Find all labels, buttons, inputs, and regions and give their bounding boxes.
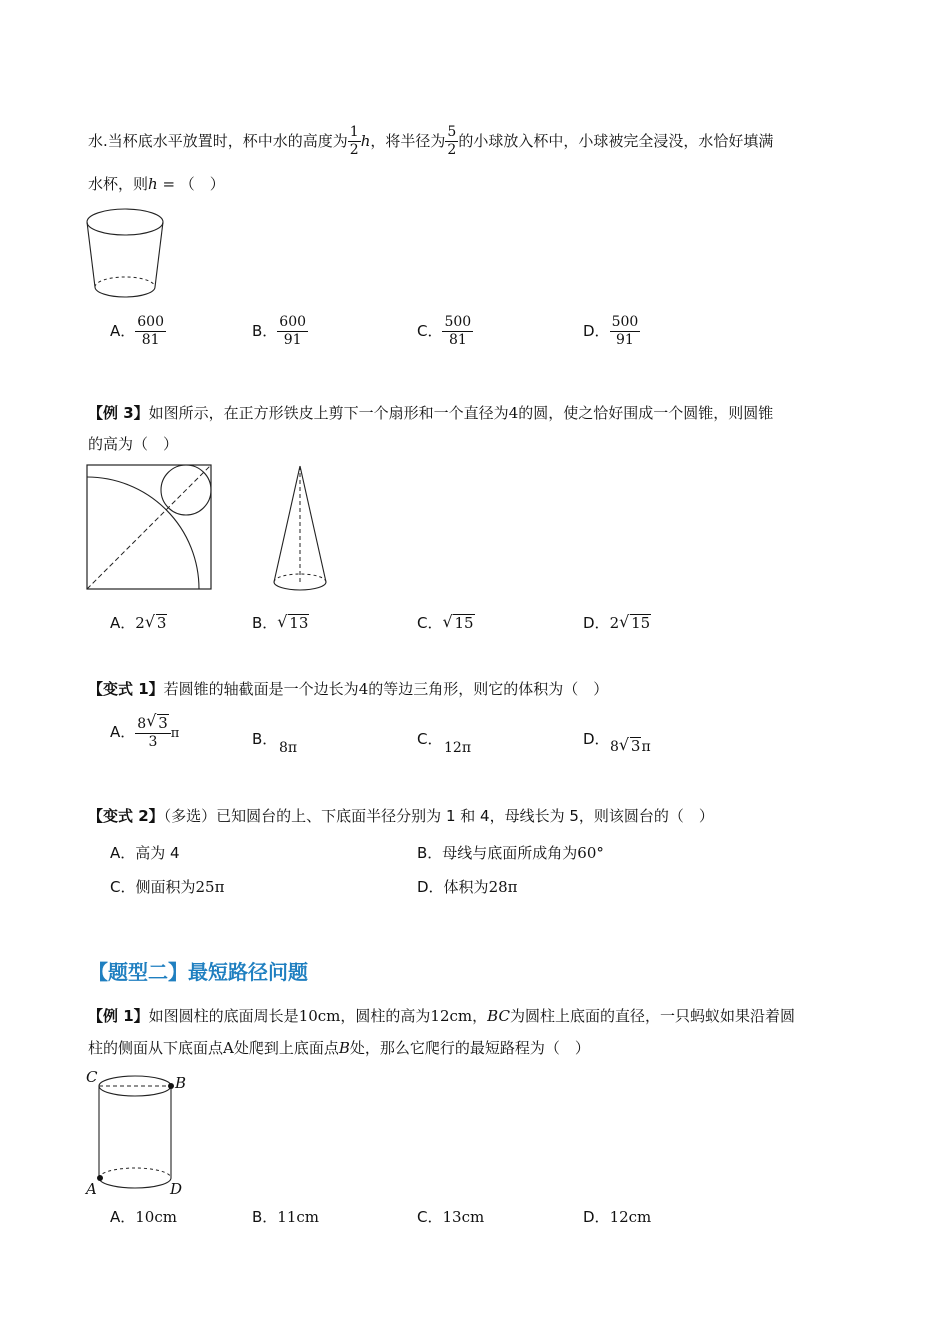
var2-option-a[interactable]: A．高为 4 [110, 844, 180, 862]
ex3-option-d[interactable]: D．2√ 15 [583, 612, 651, 633]
cone-figure [268, 464, 332, 592]
p1-line1: 水.当杯底水平放置时，杯中水的高度为 $\frac{1}{2}$ h，将半径为 $\frac{5}{2}$ 的小球放入杯中，小球被完全浸没，水恰好填满 [88, 124, 774, 158]
var1-option-b-value: 8π [279, 740, 298, 756]
p1-option-b[interactable]: B． $\frac{600}{91}$ [252, 314, 307, 348]
ex3-tag: 【例 3】 [88, 404, 149, 422]
p1-option-d[interactable]: D． $\frac{500}{91}$ [583, 314, 639, 348]
fraction-one-half: $\frac{1}{2}$ [349, 124, 359, 158]
cup-figure [84, 205, 170, 301]
square-sector-figure [86, 464, 214, 592]
var1-option-d-label[interactable]: D． [583, 730, 610, 748]
ex1-option-d[interactable]: D．12cm [583, 1208, 652, 1226]
p1-line2: 水杯，则h = （ ） [88, 175, 225, 193]
var1-option-c-value: 12π [444, 740, 472, 756]
ex3-line1: 【例 3】如图所示，在正方形铁皮上剪下一个扇形和一个直径为4的圆，使之恰好围成一个圆锥，则圆锥 [88, 404, 774, 422]
p1-option-a[interactable]: A． $\frac{600}{81}$ [110, 314, 164, 348]
fraction-five-halves: $\frac{5}{2}$ [447, 124, 457, 158]
ex3-option-a[interactable]: A．2√ 3 [110, 612, 167, 633]
var1-line: 【变式 1】若圆锥的轴截面是一个边长为4的等边三角形，则它的体积为（ ） [88, 680, 609, 698]
ex3-line2: 的高为（ ） [88, 435, 179, 453]
var2-option-d[interactable]: D．体积为28π [417, 878, 518, 896]
var2-option-c[interactable]: C．侧面积为25π [110, 878, 225, 896]
var1-option-d-value: 8√ 3π [610, 737, 651, 755]
p1-option-c[interactable]: C． $\frac{500}{81}$ [417, 314, 472, 348]
ex3-option-b[interactable]: B．√ 13 [252, 612, 309, 633]
var1-option-b-label[interactable]: B． [252, 730, 278, 748]
var2-line: 【变式 2】（多选）已知圆台的上、下底面半径分别为 1 和 4，母线长为 5，则该圆台的（ ） [88, 807, 714, 825]
var2-tag: 【变式 2】 [88, 807, 164, 825]
ex1-tag: 【例 1】 [88, 1007, 149, 1025]
ex1-line2: 柱的侧面从下底面点A处爬到上底面点B处，那么它爬行的最短路程为（ ） [88, 1039, 590, 1057]
section-heading: 【题型二】最短路径问题 [88, 960, 308, 984]
var1-option-c-label[interactable]: C． [417, 730, 443, 748]
ex1-option-b[interactable]: B．11cm [252, 1208, 320, 1226]
label-c: C [86, 1068, 98, 1086]
label-b: B [175, 1074, 187, 1092]
cylinder-figure [84, 1066, 194, 1200]
label-d: D [170, 1180, 183, 1198]
label-a: A [86, 1180, 97, 1198]
ex1-option-a[interactable]: A．10cm [110, 1208, 177, 1226]
ex3-option-c[interactable]: C．√ 15 [417, 612, 475, 633]
var1-tag: 【变式 1】 [88, 680, 164, 698]
ex1-line1: 【例 1】如图圆柱的底面周长是10cm，圆柱的高为12cm，BC为圆柱上底面的直径，一只蚂蚁如果沿着圆 [88, 1007, 795, 1025]
ex1-option-c[interactable]: C．13cm [417, 1208, 485, 1226]
var2-option-b[interactable]: B．母线与底面所成角为60° [417, 844, 604, 862]
var1-option-a[interactable]: A． $\frac{8√ 3}{3}$ π [110, 714, 179, 751]
